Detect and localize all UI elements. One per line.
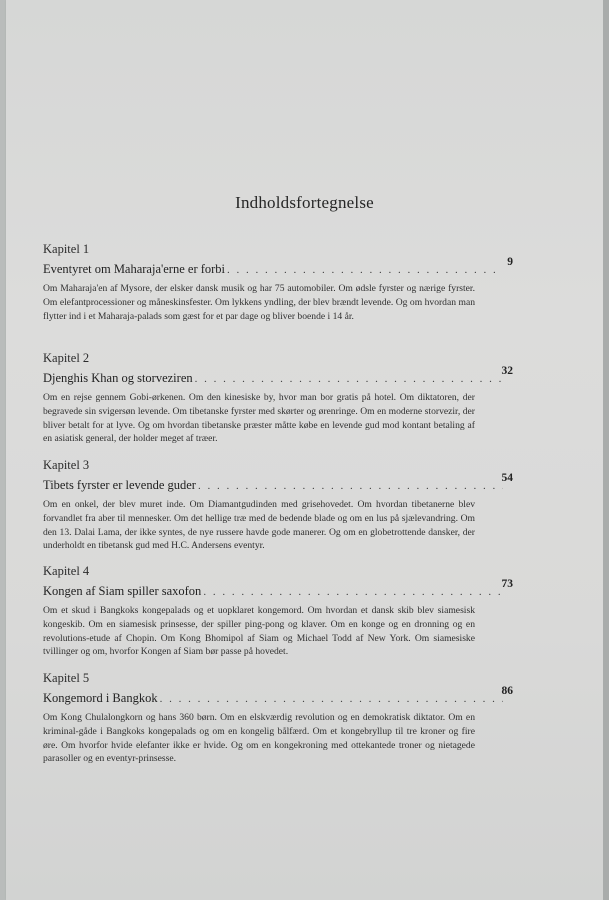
chapter-title-row — [43, 370, 503, 387]
chapter-summary: Om Maharaja'en af Mysore, der elsker dansk musik og har 75 automobiler. Om ødsle fyrster og nærige fyrster. Om elefantprocessioner og måneskinsfester. Om lykkens yndling, der blev brændt levende. Og om hvordan man flytter ind i et Maharaja-palads som gæst for et par dage og bliver boende i 14 år. — [43, 283, 475, 322]
chapter-page-number: 54 — [501, 472, 513, 484]
chapter-page-number: 32 — [501, 365, 513, 377]
toc-title: Indholdsfortegnelse — [235, 193, 374, 212]
chapter-label: Kapitel 2 — [43, 351, 90, 365]
chapter-entry-3 — [43, 457, 513, 553]
chapter-label: Kapitel 1 — [43, 242, 90, 256]
dot-leader — [227, 262, 503, 278]
chapter-title: Eventyret om Maharaja'erne er forbi — [43, 262, 226, 276]
chapter-label: Kapitel 5 — [43, 671, 90, 685]
page-edge — [603, 0, 609, 900]
chapter-label: Kapitel 3 — [43, 458, 90, 472]
chapter-entry-1 — [43, 241, 513, 323]
dot-leader — [203, 584, 503, 600]
chapter-summary: Om et skud i Bangkoks kongepalads og et uopklaret kongemord. Om hvordan et dansk skib blev siamesisk kongeskib. Om en siamesisk prinsesse, der spiller ping-pong og klaver. Om en konge og en dronning og en revolutions-etude af Chopin. Om Kong Bhomipol af Siam og Michael Todd af New York. Om siamesiske tvillinger og om, hvorfor Kongen af Siam bør passe på hovedet. — [43, 605, 475, 658]
chapter-title-row — [43, 690, 503, 707]
chapter-title: Kongen af Siam spiller saxofon — [43, 584, 202, 598]
dot-leader — [195, 371, 503, 387]
chapter-page-number: 73 — [501, 578, 513, 590]
chapter-title-row — [43, 261, 503, 278]
chapter-title: Tibets fyrster er levende guder — [43, 478, 196, 492]
chapter-label: Kapitel 4 — [43, 564, 90, 578]
chapter-summary: Om en onkel, der blev muret inde. Om Diamantgudinden med grisehovedet. Om hvordan tibetanerne blev forvandlet fra aber til mennesker. Om det hellige træ med de bedende blade og om en lus på sjælevandring. Om den 13. Dalai Lama, der ikke syntes, de nye russere havde gode manerer. Og om en globetrottende dansker, der underholdt en tibetansk gud med H.C. Andersens eventyr. — [43, 499, 475, 552]
dot-leader — [160, 691, 503, 707]
chapter-entry-4 — [43, 563, 513, 659]
chapter-title-row — [43, 583, 503, 600]
chapter-page-number: 9 — [507, 256, 513, 268]
chapter-title: Djenghis Khan og storveziren — [43, 371, 193, 385]
chapter-page-number: 86 — [501, 685, 513, 697]
chapter-title-row — [43, 477, 503, 494]
chapter-summary: Om en rejse gennem Gobi-ørkenen. Om den kinesiske by, hvor man bor gratis på hotel. Om diktatoren, der begravede sin svigersøn levende. Om tibetanske fyrster med skørter og ørenringe. Om en moderne storvezir, der bliver betalt for at lyve. Og om hvordan tibetanske præster måtte købe en levende gud mod kontant betaling af en asiatisk general, der holder meget af træer. — [43, 392, 475, 445]
chapter-summary: Om Kong Chulalongkorn og hans 360 børn. Om en elskværdig revolution og en demokratisk diktator. Om en kriminal-gåde i Bangkoks kongepalads og om en kongelig bålfærd. Om et kongebryllup til tre kroner og fire øre. Om hvorfor hvide elefanter ikke er hvide. Og om en kongekroning med ottekantede troner og nietagede parasoller og en eventyr-prinsesse. — [43, 712, 475, 765]
dot-leader — [198, 478, 503, 494]
chapter-entry-5 — [43, 670, 513, 766]
chapter-entry-2 — [43, 350, 513, 446]
chapter-title: Kongemord i Bangkok — [43, 691, 158, 705]
